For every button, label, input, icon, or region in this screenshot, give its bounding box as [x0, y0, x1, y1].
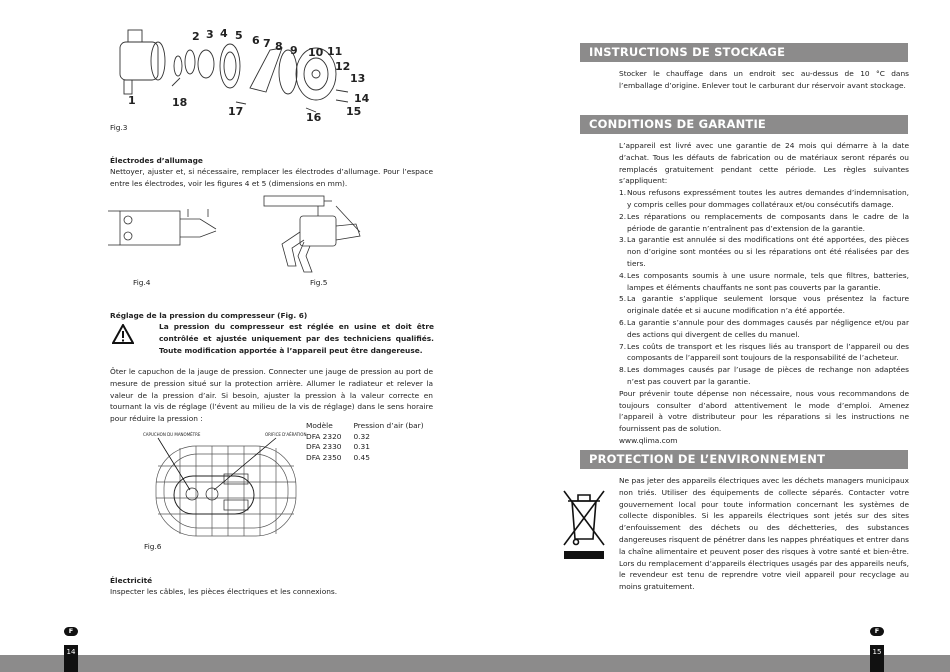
list-item-number: 2.	[619, 211, 627, 221]
list-item	[619, 270, 909, 294]
fig3-callout-6: 6	[252, 34, 260, 47]
warning-icon	[112, 324, 134, 344]
weee-crossed-bin-icon	[560, 487, 608, 563]
table-cell-model: DFA 2330	[306, 442, 342, 451]
warranty-outro: Pour prévenir toute dépense non nécessaire, nous vous recommandons de toujours consulter d’abord attentivement le mode d’emploi. Amenez l’appareil à votre distributeur pour les réparations si les instructions ne fournissent pas de solution.	[619, 388, 909, 434]
table-header-row	[306, 421, 436, 432]
list-item-text: La garantie est annulée si des modifications ont été apportées, des pièces non d’origine sont montées ou si les réparations ont été réalisées par des tiers.	[627, 235, 909, 268]
fig3-callout-9: 9	[290, 44, 298, 57]
fig4-caption: Fig.4	[133, 278, 151, 287]
list-item-text: La garantie s’applique seulement lorsque vous présentez la facture originale datée et si aucune modification n’a été apportée.	[627, 294, 909, 316]
warranty-intro: L’appareil est livré avec une garantie de 24 mois qui démarre à la date d’achat. Tous les défauts de fabrication ou de matériaux seront réparés ou remplacés gratuitement pendant cette période. Les règles suivantes s’appliquent:	[619, 141, 909, 186]
electricite-text: Inspecter les câbles, les pièces électriques et les connexions.	[110, 587, 338, 596]
fig3-callout-2: 2	[192, 30, 200, 43]
list-item-text: Les composants soumis à une usure normale, tels que filtres, batteries, lampes et éléments chauffants ne sont pas couverts par la garantie.	[627, 270, 909, 292]
language-badge-right: F	[870, 627, 884, 636]
page-number-left: 14	[64, 645, 78, 672]
list-item-number: 4.	[619, 270, 627, 280]
electrodes-text: Nettoyer, ajuster et, si nécessaire, remplacer les électrodes d’allumage. Pour l’espace entre les électrodes, voir les figures 4 et 5 (dimensions en mm).	[110, 167, 433, 188]
fig5-caption: Fig.5	[310, 278, 328, 287]
warranty-heading: CONDITIONS DE GARANTIE	[580, 115, 908, 134]
fig3-callout-12: 12	[335, 60, 351, 73]
environment-heading: PROTECTION DE L’ENVIRONNEMENT	[580, 450, 908, 469]
fig3-callout-8: 8	[275, 40, 283, 53]
electrodes-title: Électrodes d’allumage	[110, 156, 203, 165]
fig6-rear-guard-diagram	[140, 426, 310, 541]
fig5-electrode-diagram	[260, 192, 365, 274]
table-row	[306, 442, 436, 453]
fig3-callout-17: 17	[228, 105, 244, 118]
list-item-number: 6.	[619, 317, 627, 327]
pressure-text: Ôter le capuchon de la jauge de pression. Connecter une jauge de pression au port de mesure de pression situé sur la protection arrière. Allumer le radiateur et relever la valeur de la pression d’air. Si besoin, ajuster la pression à la valeur correcte en tournant la vis de réglage (l’évent au milieu de la vis de réglage) dans le sens horaire pour réduire la pression :	[110, 367, 433, 424]
fig3-callout-13: 13	[350, 72, 366, 85]
table-cell-pressure: 0.31	[353, 442, 370, 451]
table-cell-model: DFA 2320	[306, 431, 342, 441]
list-item	[619, 293, 909, 317]
list-item	[619, 211, 909, 235]
table-cell-pressure: 0.45	[353, 452, 370, 462]
pressure-title: Réglage de la pression du compresseur (Fig. 6)	[110, 311, 308, 320]
warranty-list	[619, 187, 909, 388]
fig3-callout-18: 18	[172, 96, 188, 109]
table-cell-pressure: 0.32	[353, 431, 370, 441]
list-item-number: 5.	[619, 294, 627, 304]
fig3-callout-14: 14	[354, 92, 370, 105]
fig6-caption: Fig.6	[144, 542, 162, 551]
list-item-number: 8.	[619, 365, 627, 375]
list-item-text: La garantie s’annule pour des dommages causés par négligence et/ou par des actions qui divergent de celles du manuel.	[627, 317, 909, 339]
table-header-model: Modèle	[306, 421, 333, 430]
list-item-text: Les dommages causés par l’usage de pièces de rechange non adaptées n’est pas couvert par la garantie.	[627, 365, 909, 386]
fig3-callout-7: 7	[263, 37, 271, 50]
warranty-body	[619, 140, 909, 447]
environment-text: Ne pas jeter des appareils électriques avec les déchets managers municipaux non triés. Utiliser des équipements de collecte séparés. Contacter votre gouvernement local pour toute information concernant les systèmes de collecte disponibles. Si les appareils électriques sont jetés sur des sites d’enfouissement des déchets ou des déchetteries, des substances dangereuses risquent de pénétrer dans les nappes phréatiques et entrer dans la chaîne alimentaire et peuvent poser des risques à votre santé et bien-être. Lors du remplacement d’appareils électriques usagés par des appareils neufs, le revendeur est tenu de reprendre votre vieil appareil pour recyclage au moins gratuitement.	[619, 476, 909, 592]
list-item-number: 1.	[619, 188, 627, 198]
storage-heading: INSTRUCTIONS DE STOCKAGE	[580, 43, 908, 62]
table-header-pressure: Pression d’air (bar)	[353, 421, 424, 430]
list-item-text: Les réparations ou remplacements de composants dans le cadre de la période de garantie n’entraînent pas d’extension de la garantie.	[627, 211, 909, 233]
list-item	[619, 317, 909, 341]
list-item-number: 3.	[619, 235, 627, 245]
table-cell-model: DFA 2350	[306, 452, 342, 462]
fig6-label-vent: ORIFICE D'AÉRATION	[265, 432, 307, 437]
fig3-callout-4: 4	[220, 27, 228, 40]
list-item-text: Les coûts de transport et les risques liés au transport de l’appareil ou des composants de l’appareil sont toujours de la responsabilité de l’acheteur.	[627, 341, 909, 363]
list-item	[619, 234, 909, 269]
list-item	[619, 364, 909, 388]
fig6-label-cap: CAPUCHON DU MANOMÈTRE	[143, 432, 201, 437]
fig3-callout-10: 10	[308, 46, 324, 59]
page-number-right: 15	[870, 645, 884, 672]
pressure-warning: La pression du compresseur est réglée en usine et doit être contrôlée et ajustée uniquement par des techniciens qualifiés. Toute modification apportée à l’appareil peut être dangereuse.	[159, 322, 434, 355]
electricite-title: Électricité	[110, 576, 153, 585]
list-item	[619, 187, 909, 211]
table-row	[306, 453, 436, 464]
fig3-callout-3: 3	[206, 28, 214, 41]
fig3-callout-5: 5	[235, 29, 243, 42]
language-badge-left: F	[64, 627, 78, 636]
fig3-callout-1: 1	[128, 94, 136, 107]
website-link[interactable]: www.qlima.com	[619, 435, 678, 445]
table-row	[306, 432, 436, 443]
list-item-number: 7.	[619, 341, 627, 351]
fig3-callout-16: 16	[306, 111, 322, 124]
fig4-electrode-diagram	[108, 205, 228, 255]
pressure-table	[306, 421, 436, 463]
list-item	[619, 341, 909, 365]
list-item-text: Nous refusons expressément toutes les autres demandes d’indemnisation, y compris celles pour dommages collatéraux et/ou consécutifs damage.	[627, 188, 909, 209]
fig3-caption: Fig.3	[110, 123, 128, 132]
fig3-callout-15: 15	[346, 105, 362, 118]
fig3-exploded-diagram	[110, 20, 380, 125]
storage-text: Stocker le chauffage dans un endroit sec au-dessus de 10 °C dans l’emballage d’origine. Enlever tout le carburant dur réservoir avant stockage.	[619, 69, 909, 90]
fig3-callout-11: 11	[327, 45, 343, 58]
